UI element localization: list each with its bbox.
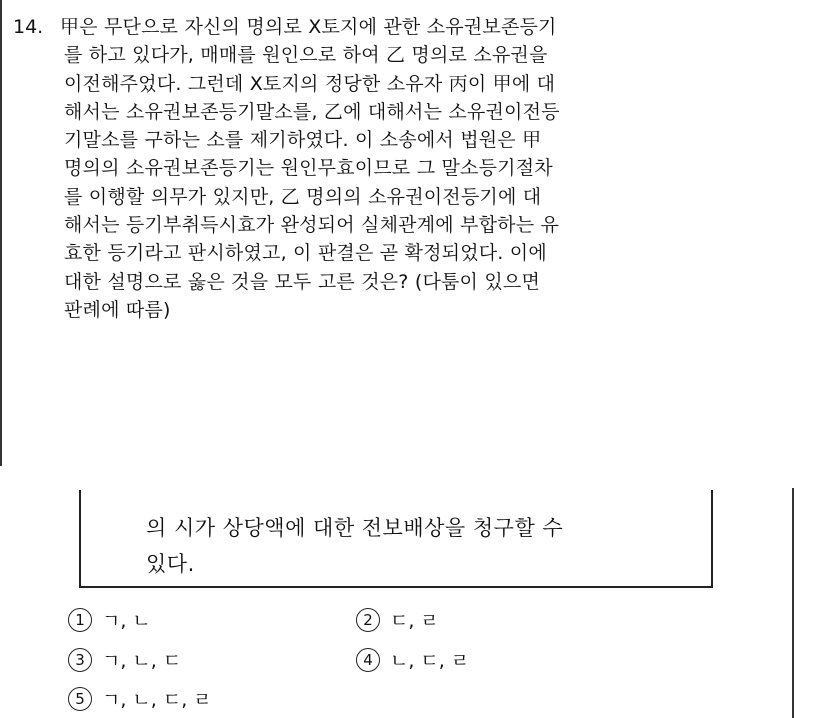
choice-text: ㄴ, ㄷ, ㄹ — [390, 650, 470, 672]
choice-1[interactable] — [68, 608, 151, 634]
question-line: 를 하고 있다가, 매매를 원인으로 하여 乙 명의로 소유권을 — [64, 44, 548, 67]
left-margin-line — [0, 0, 2, 466]
question-line: 명의의 소유권보존등기는 원인무효이므로 그 말소등기절차 — [64, 157, 553, 180]
question-number: 14. — [13, 16, 44, 38]
choice-4[interactable] — [356, 648, 469, 674]
circled-number-1: 1 — [68, 608, 92, 632]
circled-number-5: 5 — [68, 687, 92, 711]
question-line: 판례에 따름) — [64, 298, 171, 321]
choice-text: ㄱ, ㄴ, ㄷ, ㄹ — [102, 689, 212, 711]
question-line: 甲은 무단으로 자신의 명의로 X토지에 관한 소유권보존등기 — [60, 16, 557, 38]
choice-text: ㄱ, ㄴ — [102, 610, 151, 632]
circled-number-4: 4 — [356, 648, 380, 672]
question-line: 이전해주었다. 그런데 X토지의 정당한 소유자 丙이 甲에 대 — [64, 72, 556, 95]
statement-line: 있다. — [146, 552, 195, 576]
question-line: 대한 설명으로 옳은 것을 모두 고른 것은? (다툼이 있으면 — [64, 270, 541, 293]
question-line: 를 이행할 의무가 있지만, 乙 명의의 소유권이전등기에 대 — [64, 185, 542, 208]
choice-5[interactable] — [68, 687, 212, 713]
statement-box-text — [146, 510, 563, 582]
question-line: 해서는 등기부취득시효가 완성되어 실체관계에 부합하는 유 — [64, 214, 560, 237]
question-line: 해서는 소유권보존등기말소를, 乙에 대해서는 소유권이전등 — [64, 100, 560, 123]
statement-line: 의 시가 상당액에 대한 전보배상을 청구할 수 — [146, 516, 564, 540]
question-line: 기말소를 구하는 소를 제기하였다. 이 소송에서 법원은 甲 — [64, 129, 542, 152]
choice-2[interactable] — [356, 608, 439, 634]
circled-number-3: 3 — [68, 648, 92, 672]
question-line: 효한 등기라고 판시하였고, 이 판결은 곧 확정되었다. 이에 — [64, 242, 547, 265]
right-margin-line — [792, 488, 794, 718]
choice-3[interactable] — [68, 648, 181, 674]
circled-number-2: 2 — [356, 608, 380, 632]
question-text — [60, 13, 809, 324]
choice-text: ㄷ, ㄹ — [390, 610, 439, 632]
choice-text: ㄱ, ㄴ, ㄷ — [102, 650, 182, 672]
